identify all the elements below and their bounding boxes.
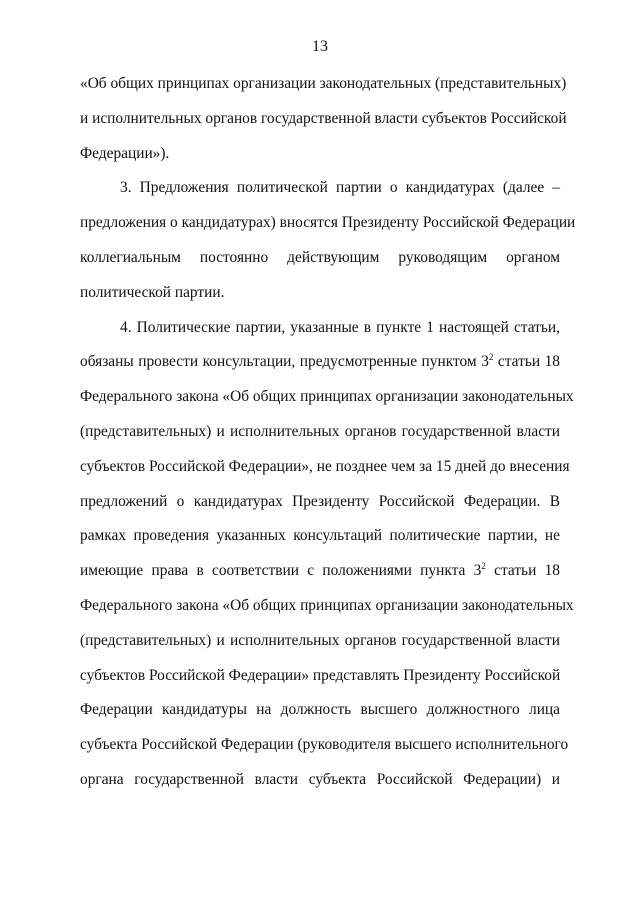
text-line: субъектов Российской Федерации» представлять Президенту Российской [80, 666, 561, 684]
text-line: органа государственной власти субъекта Российской Федерации) и [80, 770, 560, 788]
text-line: Федерации кандидатуры на должность высшего должностного лица [80, 701, 560, 719]
text-line [80, 554, 560, 589]
page-number: 13 [312, 38, 328, 55]
text-fragment: имеющие права в соответствии с положениями пункта 3 [80, 562, 482, 580]
text-line: субъектов Российской Федерации», не позднее чем за 15 дней до внесения [80, 457, 570, 475]
body-text [80, 67, 576, 798]
text-line: субъекта Российской Федерации (руководителя высшего исполнительного [80, 736, 569, 754]
text-fragment: обязаны провести консультации, предусмотренные пунктом 3 [80, 353, 489, 371]
text-line: Федерального закона «Об общих принципах организации законодательных [80, 596, 574, 614]
text-line: Федерации»). [80, 144, 170, 162]
superscript: 2 [481, 561, 486, 572]
text-line: «Об общих принципах организации законодательных (представительных) [80, 75, 567, 92]
text-line: (представительных) и исполнительных органов государственной власти [80, 422, 560, 440]
text-fragment: статьи 18 [493, 353, 560, 371]
text-fragment: статьи 18 [485, 562, 560, 580]
text-line: политической партии. [80, 283, 225, 301]
text-line: предложения о кандидатурах) вносятся Президенту Российской Федерации [80, 214, 576, 232]
text-line: и исполнительных органов государственной власти субъектов Российской [80, 109, 567, 127]
text-line: (представительных) и исполнительных органов государственной власти [80, 631, 560, 649]
superscript: 2 [488, 352, 494, 363]
text-line: Федерального закона «Об общих принципах организации законодательных [80, 388, 574, 406]
text-line: 3. Предложения политической партии о кандидатурах (далее – [120, 179, 560, 197]
text-line: рамках проведения указанных консультаций политические партии, не [80, 527, 560, 545]
text-line [80, 345, 560, 380]
text-line: предложений о кандидатурах Президенту Российской Федерации. В [80, 492, 560, 510]
text-line: коллегиальным постоянно действующим руководящим органом [80, 248, 560, 266]
text-line: 4. Политические партии, указанные в пункте 1 настоящей статьи, [120, 318, 560, 336]
